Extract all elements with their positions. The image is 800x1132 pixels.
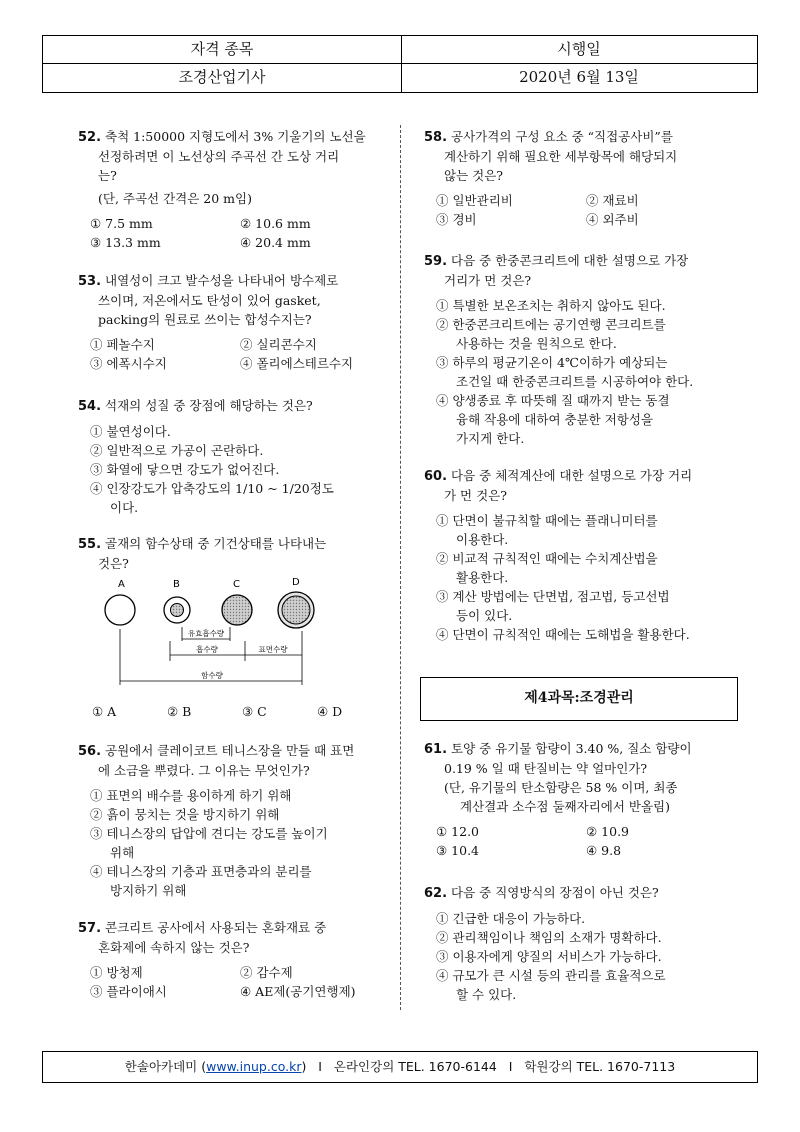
option-continuation: 방지하기 위해 — [110, 883, 187, 898]
option-continuation: 활용한다. — [456, 570, 509, 585]
question-text: 쓰이며, 저온에서도 탄성이 있어 gasket, — [98, 293, 321, 308]
footer-contact: ) I 온라인강의 TEL. 1670-6144 I 학원강의 TEL. 1670-7113 — [301, 1059, 676, 1074]
diagram-label-d: D — [292, 577, 300, 588]
question-text: 다음 중 한중콘크리트에 대한 설명으로 가장 — [451, 253, 689, 268]
option: ④ 규모가 큰 시설 등의 관리를 효율적으로 — [436, 968, 666, 983]
option-continuation: 조건일 때 한중콘크리트를 시공하여야 한다. — [456, 374, 694, 389]
question-text: 않는 것은? — [444, 168, 503, 183]
option: ④ 단면이 규칙적인 때에는 도해법을 활용한다. — [436, 627, 690, 642]
option: ① 방청제 — [90, 965, 143, 980]
footer-academy: 한솔아카데미 ( — [124, 1059, 207, 1074]
footer-bar — [42, 1051, 758, 1083]
aggregate-a-circle — [105, 595, 135, 625]
aggregate-b-inner-circle — [171, 604, 184, 617]
option: ② 관리책임이나 책임의 소재가 명확하다. — [436, 930, 662, 945]
option: ③ 이용자에게 양질의 서비스가 가능하다. — [436, 949, 662, 964]
option: ② 흙이 뭉치는 것을 방지하기 위해 — [90, 807, 280, 822]
option: ③ 하루의 평균기온이 4℃이하가 예상되는 — [436, 355, 668, 370]
option: ④ 테니스장의 기층과 표면층과의 분리를 — [90, 864, 312, 879]
question-number: 62. — [424, 886, 448, 901]
option: ③ 13.3 mm — [90, 235, 161, 250]
option: ② 10.6 mm — [240, 216, 311, 231]
diagram-label-a: A — [118, 579, 125, 590]
option: ③ 테니스장의 답압에 견디는 강도를 높이기 — [90, 826, 328, 841]
aggregate-d-inner-circle — [282, 596, 310, 624]
diagram-surface-water: 표면수량 — [258, 645, 288, 654]
option: ① 불연성이다. — [90, 424, 171, 439]
question-text: 선정하려면 이 노선상의 주곡선 간 도상 거리 — [98, 149, 340, 164]
question-text: packing의 원료로 쓰이는 합성수지는? — [98, 312, 312, 327]
option: ① 페놀수지 — [90, 337, 155, 352]
option: ③ 경비 — [436, 212, 477, 227]
question-text: 내열성이 크고 발수성을 나타내어 방수제로 — [105, 273, 339, 288]
option: ② 실리콘수지 — [240, 337, 317, 352]
option-continuation: 가지게 한다. — [456, 431, 525, 446]
question-text: 다음 중 체적계산에 대한 설명으로 가장 거리 — [451, 468, 693, 483]
option: ② 일반적으로 가공이 곤란하다. — [90, 443, 264, 458]
question-text: 것은? — [98, 556, 129, 571]
diagram-label-b: B — [173, 579, 180, 590]
diagram-absorption: 흡수량 — [196, 645, 218, 654]
question-text: 계산하기 위해 필요한 세부항목에 해당되지 — [444, 149, 678, 164]
question-55-options — [92, 702, 392, 721]
question-text: 거리가 먼 것은? — [444, 273, 532, 288]
diagram-label-c: C — [233, 579, 240, 590]
header-value-subject: 조경산업기사 — [178, 68, 266, 86]
option: ① 12.0 — [436, 824, 480, 839]
header-value-date: 2020년 6월 13일 — [519, 68, 639, 86]
subject-title-box: 제4과목:조경관리 — [420, 677, 738, 721]
question-number: 52. — [78, 130, 102, 145]
aggregate-moisture-diagram — [100, 575, 370, 695]
option: ③ C — [242, 704, 267, 719]
option-continuation: 위해 — [110, 845, 135, 860]
option: ③ 계산 방법에는 단면법, 점고법, 등고선법 — [436, 589, 670, 604]
option: ① 표면의 배수를 용이하게 하기 위해 — [90, 788, 292, 803]
question-number: 60. — [424, 469, 448, 484]
question-number: 53. — [78, 274, 102, 289]
option: ③ 에폭시수지 — [90, 356, 167, 371]
question-text: 축척 1:50000 지형도에서 3% 기울기의 노선을 — [105, 129, 366, 144]
question-note: (단, 유기물의 탄소함량은 58 % 이며, 최종 — [444, 780, 678, 795]
option: ④ 20.4 mm — [240, 235, 311, 250]
header-table — [42, 35, 758, 93]
question-60 — [424, 466, 754, 644]
column-divider — [400, 125, 401, 1010]
question-54 — [78, 396, 398, 517]
option: ② 10.9 — [586, 824, 630, 839]
option: ① A — [92, 704, 117, 719]
header-label-subject: 자격 종목 — [190, 40, 254, 58]
question-text: 가 먼 것은? — [444, 488, 507, 503]
option: ③ 화열에 닿으면 강도가 없어진다. — [90, 462, 280, 477]
question-text: 혼화제에 속하지 않는 것은? — [98, 940, 250, 955]
header-label-date: 시행일 — [557, 40, 601, 58]
option: ① 7.5 mm — [90, 216, 153, 231]
question-52 — [78, 127, 398, 252]
option-continuation: 사용하는 것을 원칙으로 한다. — [456, 336, 617, 351]
question-text: 0.19 % 일 때 탄질비는 약 얼마인가? — [444, 761, 648, 776]
option: ④ AE제(공기연행제) — [240, 984, 356, 999]
question-text: 석재의 성질 중 장점에 해당하는 것은? — [105, 398, 313, 413]
option-continuation: 이용한다. — [456, 532, 509, 547]
question-note: (단, 주곡선 간격은 20 m임) — [98, 191, 252, 206]
question-text: 다음 중 직영방식의 장점이 아닌 것은? — [451, 885, 659, 900]
aggregate-c-circle — [222, 595, 252, 625]
question-number: 54. — [78, 399, 102, 414]
question-59 — [424, 251, 754, 448]
question-number: 56. — [78, 744, 102, 759]
option: ④ 양생종료 후 따뜻해 질 때까지 받는 동결 — [436, 393, 670, 408]
question-number: 57. — [78, 921, 102, 936]
question-text: 골재의 함수상태 중 기건상태를 나타내는 — [105, 536, 327, 551]
option: ② 비교적 규칙적인 때에는 수치계산법을 — [436, 551, 658, 566]
question-note: 계산결과 소수점 둘째자리에서 반올림) — [460, 799, 670, 814]
diagram-effective-absorption: 유효흡수량 — [187, 629, 225, 638]
question-57 — [78, 918, 398, 1001]
question-number: 59. — [424, 254, 448, 269]
question-56 — [78, 741, 398, 900]
option: ② B — [167, 704, 192, 719]
option: ② 감수제 — [240, 965, 293, 980]
option: ④ 9.8 — [586, 843, 622, 858]
footer-website-link[interactable]: www.inup.co.kr — [206, 1059, 302, 1074]
question-text: 토양 중 유기물 함량이 3.40 %, 질소 함량이 — [451, 741, 692, 756]
option-continuation: 융해 작용에 대하여 충분한 저항성을 — [456, 412, 654, 427]
option: ① 단면이 불규칙할 때에는 플래니미터를 — [436, 513, 658, 528]
question-53 — [78, 271, 398, 373]
option-continuation: 이다. — [110, 500, 139, 515]
question-text: 공원에서 클레이코트 테니스장을 만들 때 표면 — [105, 743, 355, 758]
option: ④ 외주비 — [586, 212, 639, 227]
option-continuation: 할 수 있다. — [456, 987, 517, 1002]
question-58 — [424, 127, 754, 229]
question-text: 에 소금을 뿌렸다. 그 이유는 무엇인가? — [98, 763, 310, 778]
option: ④ 폴리에스테르수지 — [240, 356, 354, 371]
question-number: 55. — [78, 537, 102, 552]
option: ① 일반관리비 — [436, 193, 513, 208]
question-55 — [78, 534, 398, 573]
question-number: 61. — [424, 742, 448, 757]
question-62 — [424, 883, 754, 1004]
option: ① 긴급한 대응이 가능하다. — [436, 911, 586, 926]
option: ④ D — [317, 704, 343, 719]
diagram-total-moisture: 함수량 — [201, 671, 223, 680]
option: ① 특별한 보온조치는 취하지 않아도 된다. — [436, 298, 666, 313]
question-text: 공사가격의 구성 요소 중 “직접공사비”를 — [451, 129, 673, 144]
question-number: 58. — [424, 130, 448, 145]
question-61 — [424, 739, 754, 860]
option-continuation: 등이 있다. — [456, 608, 513, 623]
option: ④ 인장강도가 압축강도의 1/10 ~ 1/20정도 — [90, 481, 334, 496]
question-text: 는? — [98, 168, 117, 183]
option: ③ 10.4 — [436, 843, 480, 858]
question-text: 콘크리트 공사에서 사용되는 혼화재료 중 — [105, 920, 327, 935]
option: ③ 플라이애시 — [90, 984, 167, 999]
option: ② 재료비 — [586, 193, 639, 208]
option: ② 한중콘크리트에는 공기연행 콘크리트를 — [436, 317, 666, 332]
